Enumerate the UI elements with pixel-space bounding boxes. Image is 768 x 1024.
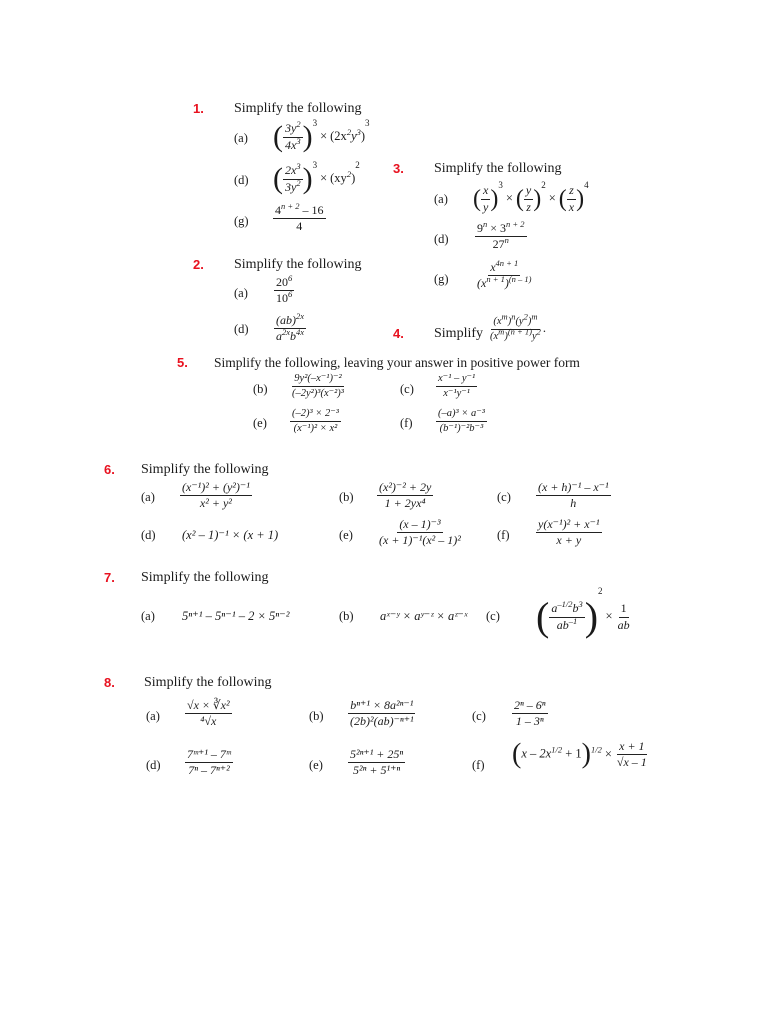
q3g-expression: $\frac{x^{4n + 1}}{(x^{n + 1})^{(n - 1)}}$ [477,258,532,291]
q6f-label: (f) [497,528,510,542]
q7a-expression: 5ⁿ⁺¹ – 5ⁿ⁻¹ – 2 × 5ⁿ⁻² [182,609,290,623]
q3-number: 3. [393,161,404,176]
q1-number: 1. [193,101,204,116]
q6c-expression: $\frac{\text{(x + h)⁻¹ – x⁻¹}}{h}$ [538,480,609,511]
q5f-label: (f) [400,416,413,430]
q1a-label: (a) [234,131,248,145]
q7c-expression: ( $\frac{a^{-1/2}b^3}{ab^{-1}}$ )$^2$× $\frac{1}{ab}$ [536,586,630,640]
q5e-expression: $\frac{\text{(–2)³ × 2⁻³}}{\text{(x⁻¹)² × x²}}$ [292,408,339,434]
q8c-expression: $\frac{\text{2ⁿ – 6ⁿ}}{\text{1 – 3ⁿ}}$ [514,698,546,729]
q8e-label: (e) [309,758,323,772]
q3-title: Simplify the following [434,161,562,176]
q5b-expression: $\frac{\text{9y²(–x⁻¹)⁻²}}{\text{(–2y²)³(x⁻²)³}}$ [292,373,344,399]
q6a-expression: $\frac{\text{(x⁻¹)² + (y²)⁻¹}}{\text{x² + y²}}$ [182,480,250,511]
q6e-expression: $\frac{\text{(x – 1)⁻³}}{\text{(x + 1)⁻¹(x² – 1)²}}$ [379,517,461,548]
q3d-label: (d) [434,232,449,246]
q6-number: 6. [104,462,115,477]
q7b-label: (b) [339,609,354,623]
q1a-expression: ( $\frac{3y^2}{4x^3}$ )$^3\times (2x^2y^3)^3$ [273,118,370,154]
q7-number: 7. [104,570,115,585]
q2d-label: (d) [234,322,249,336]
q6-title: Simplify the following [141,462,269,477]
q3a-expression: ( $\frac{x}{y}$ )$^3$× ( $\frac{y}{z}$ )$^2$× ( $\frac{z}{x}$ )$^4$ [473,180,589,214]
q3a-label: (a) [434,192,448,206]
q8e-expression: $\frac{\text{5²ⁿ⁺¹ + 25ⁿ}}{\text{5²ⁿ + 5¹⁺ⁿ}}$ [350,747,404,778]
q4-title: Simplify [434,326,484,341]
q8f-label: (f) [472,758,485,772]
q8-title: Simplify the following [144,675,272,690]
q7c-label: (c) [486,609,500,623]
q3d-expression: $\frac{9^n \times 3^{n + 2}}{27^n}$ [477,219,525,252]
q4-expression: $\frac{(x^m)^n(y^2)^m}{(x^m)^{(n + 1)}y^2}$ . [490,311,547,342]
q4-number: 4. [393,326,404,341]
q5b-label: (b) [253,382,268,396]
q6c-label: (c) [497,490,511,504]
q8f-expression: $(x - 2x^{1/2} + 1)^{1/2}$ × $\frac{x + 1}{√x - 1}$ [512,738,647,770]
q6b-label: (b) [339,490,354,504]
q1g-label: (g) [234,214,249,228]
q6a-label: (a) [141,490,155,504]
q5f-expression: $\frac{\text{(–a)³ × a⁻³}}{\text{(b⁻¹)⁻²b⁻³}}$ [438,408,485,434]
q8d-expression: $\frac{\text{7ᵐ⁺¹ – 7ᵐ}}{\text{7ⁿ – 7ⁿ⁺²}}$ [187,747,231,778]
q2-title: Simplify the following [234,257,362,272]
q6e-label: (e) [339,528,353,542]
q8a-expression: $\frac{\text{√x × ∛x²}}{\text{⁴√x}}$ [187,698,230,729]
q8b-expression: $\frac{\text{bⁿ⁺¹ × 8a²ⁿ⁻¹}}{\text{(2b)²(ab)⁻ⁿ⁺¹}}$ [350,698,414,729]
q5e-label: (e) [253,416,267,430]
q5-number: 5. [177,355,188,370]
q5-title: Simplify the following, leaving your answer in positive power form [214,355,580,370]
q2d-expression: $\frac{(ab)^{2x}}{a^{2x}b^{4x}}$ [276,311,305,344]
q8c-label: (c) [472,709,486,723]
q2a-label: (a) [234,286,248,300]
q8b-label: (b) [309,709,324,723]
q5c-expression: $\frac{\text{x⁻¹ – y⁻¹}}{\text{x⁻¹y⁻¹}}$ [438,373,476,399]
q6d-expression: (x² – 1)⁻¹ × (x + 1) [182,528,279,542]
q1d-label: (d) [234,173,249,187]
q1-title: Simplify the following [234,101,362,116]
q5c-label: (c) [400,382,414,396]
q3g-label: (g) [434,272,449,286]
q2a-expression: $\frac{20^6}{10^6}$ [276,273,293,306]
q1d-expression: ( $\frac{2x^3}{3y^2}$ )$^3\times (xy^2)^2$ [273,160,360,196]
q6f-expression: $\frac{\text{y(x⁻¹)² + x⁻¹}}{x + y}$ [538,517,600,548]
q8-number: 8. [104,675,115,690]
q6b-expression: $\frac{\text{(x²)⁻² + 2y}}{\text{1 + 2yx⁴}}$ [379,480,432,511]
q8a-label: (a) [146,709,160,723]
q8d-label: (d) [146,758,161,772]
q7a-label: (a) [141,609,155,623]
q2-number: 2. [193,257,204,272]
q6d-label: (d) [141,528,156,542]
q7-title: Simplify the following [141,570,269,585]
q1g-expression: $\frac{4^{n + 2} - 16}{4}$ [275,201,324,234]
q7b-expression: aˣ⁻ʸ × aʸ⁻ᶻ × aᶻ⁻ˣ [380,609,468,623]
